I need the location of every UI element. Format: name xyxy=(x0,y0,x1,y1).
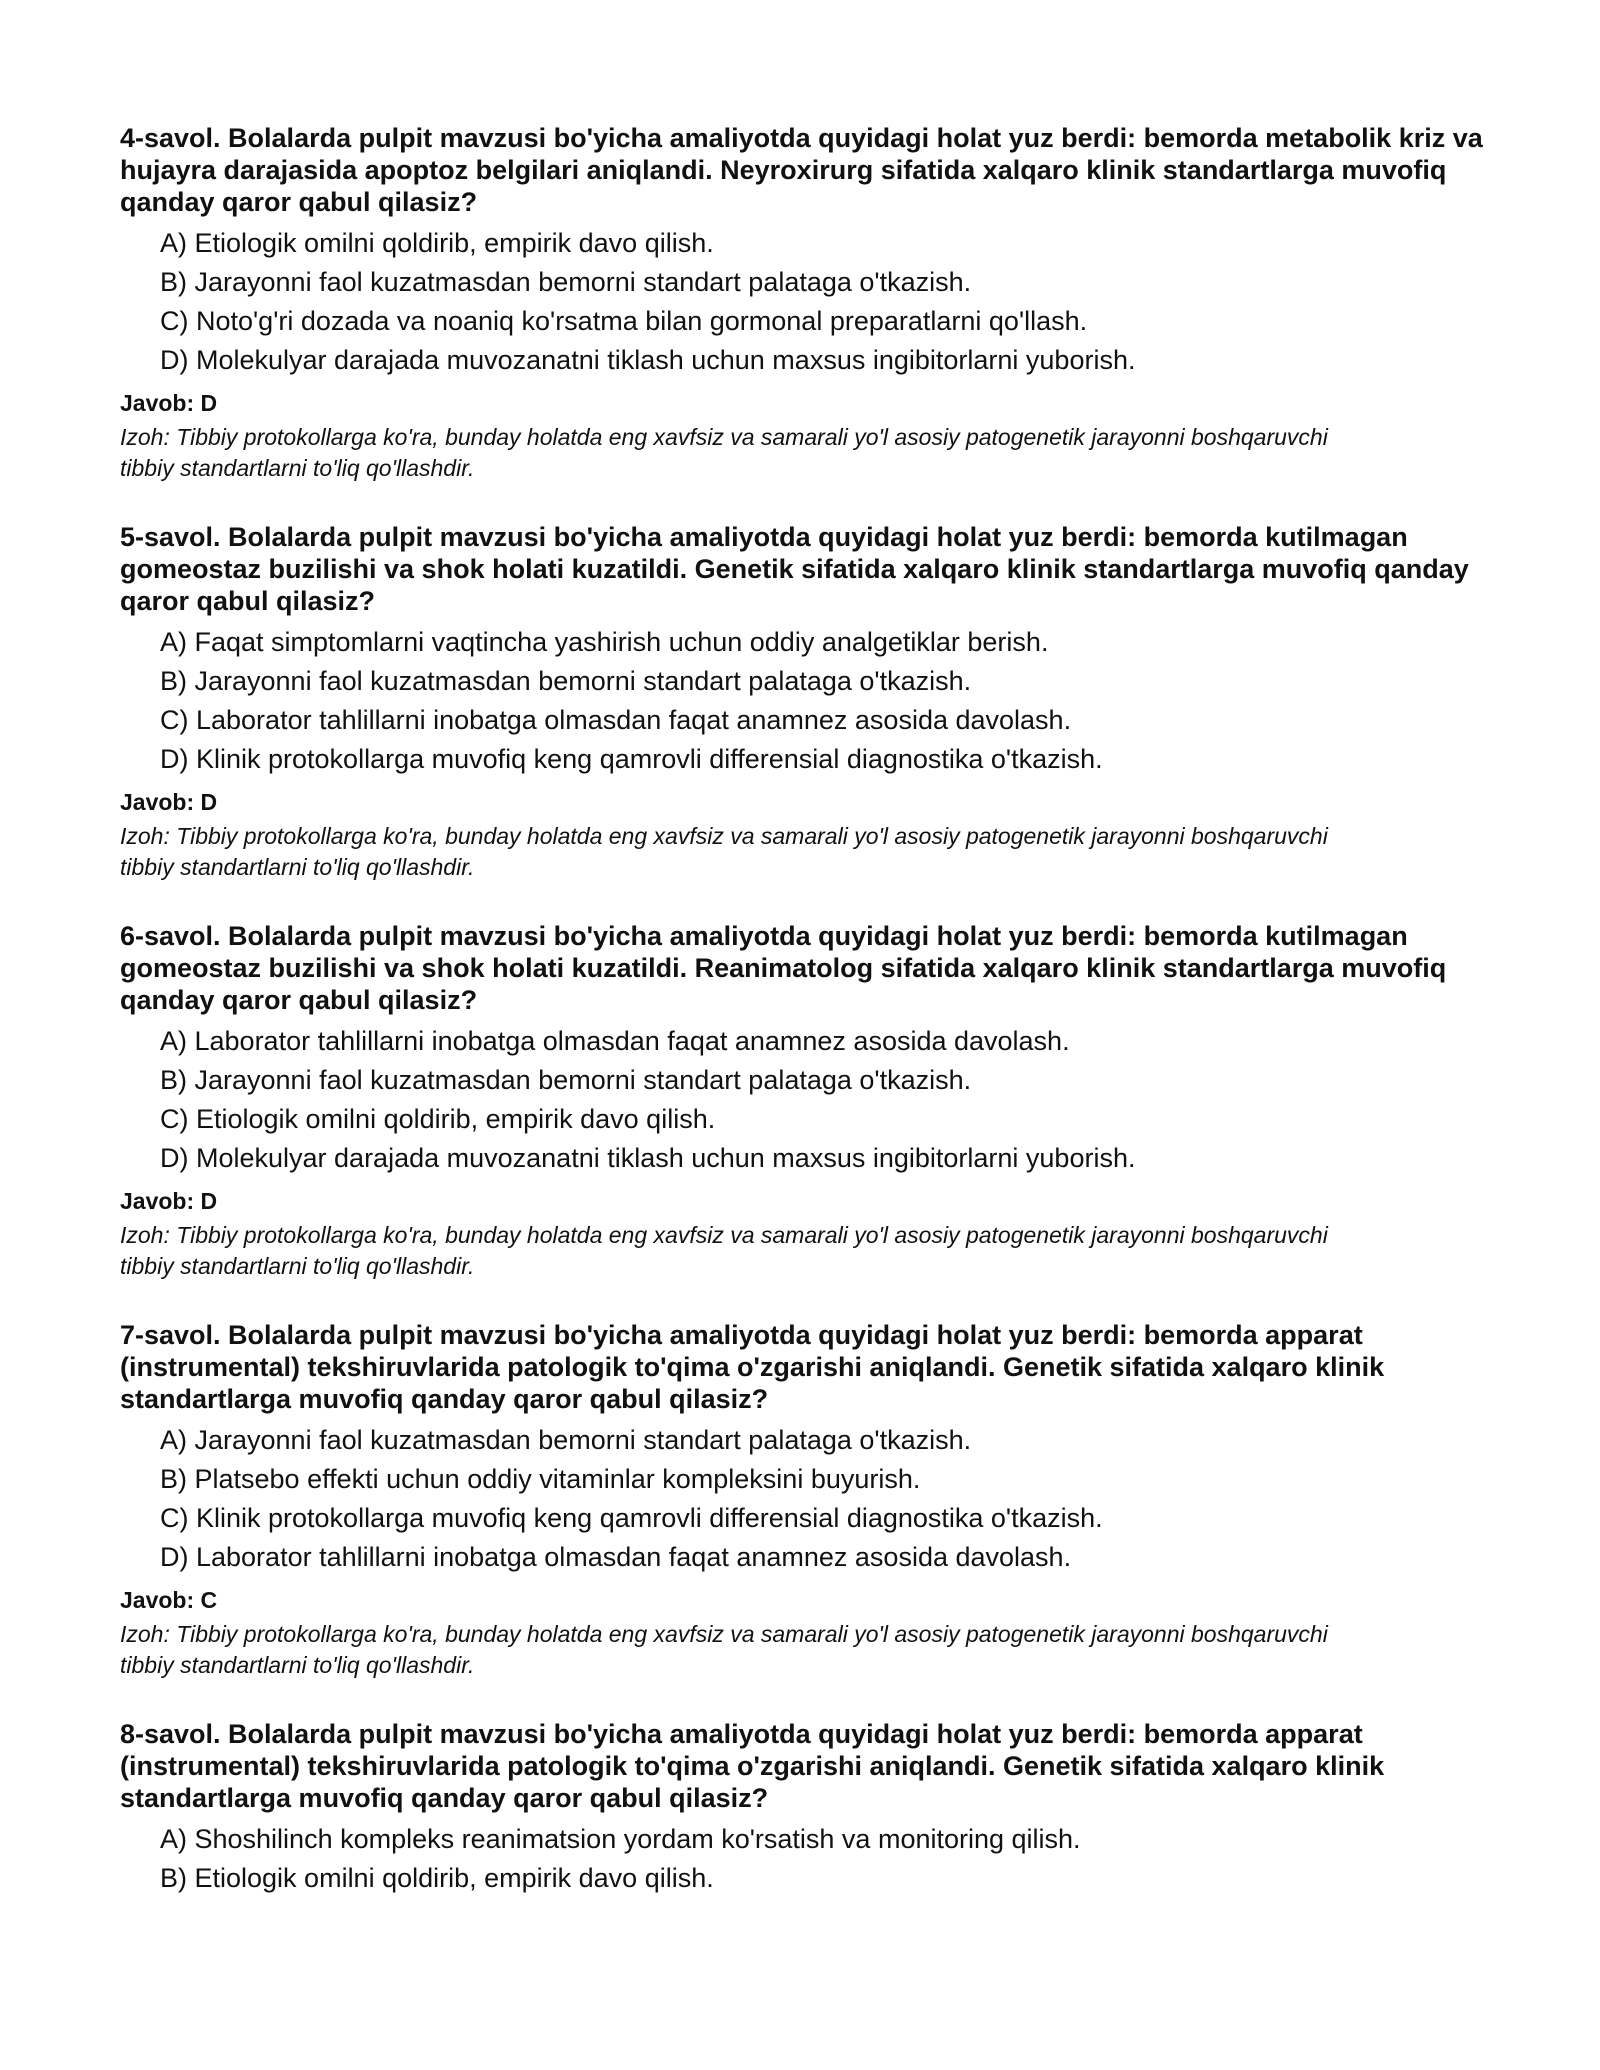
option-b: B) Platsebo effekti uchun oddiy vitaminlar kompleksini buyurish. xyxy=(160,1464,921,1494)
question-4 xyxy=(120,122,1500,484)
question-7 xyxy=(120,1319,1500,1681)
answer-options xyxy=(120,1820,1500,1898)
question-6 xyxy=(120,920,1500,1282)
answer-key: Javob: D xyxy=(120,390,218,416)
option-a: A) Faqat simptomlarni vaqtincha yashirish uchun oddiy analgetiklar berish. xyxy=(160,627,1049,657)
answer-key: Javob: C xyxy=(120,1587,218,1613)
option-c: C) Etiologik omilni qoldirib, empirik davo qilish. xyxy=(160,1104,716,1134)
option-c: C) Klinik protokollarga muvofiq keng qamrovli differensial diagnostika o'tkazish. xyxy=(160,1503,1103,1533)
option-b: B) Etiologik omilni qoldirib, empirik davo qilish. xyxy=(160,1863,714,1893)
option-a: A) Jarayonni faol kuzatmasdan bemorni standart palataga o'tkazish. xyxy=(160,1425,972,1455)
question-title: 4-savol. Bolalarda pulpit mavzusi bo'yicha amaliyotda quyidagi holat yuz berdi: bemorda metabolik kriz va hujayra darajasida apoptoz belgilari aniqlandi. Neyroxirurg sifatida xalqaro klinik standartlarga muvofiq qanday qaror qabul qilasiz? xyxy=(120,123,1483,217)
question-title: 5-savol. Bolalarda pulpit mavzusi bo'yicha amaliyotda quyidagi holat yuz berdi: bemorda kutilmagan gomeostaz buzilishi va shok holati kuzatildi. Genetik sifatida xalqaro klinik standartlarga muvofiq qanday qaror qabul qilasiz? xyxy=(120,522,1469,616)
option-d: D) Molekulyar darajada muvozanatni tiklash uchun maxsus ingibitorlarni yuborish. xyxy=(160,1143,1136,1173)
answer-options xyxy=(120,224,1500,380)
option-d: D) Laborator tahlillarni inobatga olmasdan faqat anamnez asosida davolash. xyxy=(160,1542,1072,1572)
option-c: C) Noto'g'ri dozada va noaniq ko'rsatma bilan gormonal preparatlarni qo'llash. xyxy=(160,306,1088,336)
option-b: B) Jarayonni faol kuzatmasdan bemorni standart palataga o'tkazish. xyxy=(160,666,972,696)
option-a: A) Etiologik omilni qoldirib, empirik davo qilish. xyxy=(160,228,714,258)
question-8 xyxy=(120,1718,1500,1898)
option-d: D) Molekulyar darajada muvozanatni tiklash uchun maxsus ingibitorlarni yuborish. xyxy=(160,345,1136,375)
option-b: B) Jarayonni faol kuzatmasdan bemorni standart palataga o'tkazish. xyxy=(160,1065,972,1095)
question-title: 6-savol. Bolalarda pulpit mavzusi bo'yicha amaliyotda quyidagi holat yuz berdi: bemorda kutilmagan gomeostaz buzilishi va shok holati kuzatildi. Reanimatolog sifatida xalqaro klinik standartlarga muvofiq qanday qaror qabul qilasiz? xyxy=(120,921,1447,1015)
option-a: A) Laborator tahlillarni inobatga olmasdan faqat anamnez asosida davolash. xyxy=(160,1026,1070,1056)
explanation-note: Izoh: Tibbiy protokollarga ko'ra, bunday holatda eng xavfsiz va samarali yo'l asosiy patogenetik jarayonni boshqaruvchi tibbiy standartlarni to'liq qo'llashdir. xyxy=(120,1222,1328,1279)
answer-options xyxy=(120,623,1500,779)
option-c: C) Laborator tahlillarni inobatga olmasdan faqat anamnez asosida davolash. xyxy=(160,705,1072,735)
explanation-note: Izoh: Tibbiy protokollarga ko'ra, bunday holatda eng xavfsiz va samarali yo'l asosiy patogenetik jarayonni boshqaruvchi tibbiy standartlarni to'liq qo'llashdir. xyxy=(120,1621,1328,1678)
option-b: B) Jarayonni faol kuzatmasdan bemorni standart palataga o'tkazish. xyxy=(160,267,972,297)
explanation-note: Izoh: Tibbiy protokollarga ko'ra, bunday holatda eng xavfsiz va samarali yo'l asosiy patogenetik jarayonni boshqaruvchi tibbiy standartlarni to'liq qo'llashdir. xyxy=(120,424,1328,481)
option-d: D) Klinik protokollarga muvofiq keng qamrovli differensial diagnostika o'tkazish. xyxy=(160,744,1103,774)
explanation-note: Izoh: Tibbiy protokollarga ko'ra, bunday holatda eng xavfsiz va samarali yo'l asosiy patogenetik jarayonni boshqaruvchi tibbiy standartlarni to'liq qo'llashdir. xyxy=(120,823,1328,880)
answer-key: Javob: D xyxy=(120,789,218,815)
answer-options xyxy=(120,1022,1500,1178)
question-title: 8-savol. Bolalarda pulpit mavzusi bo'yicha amaliyotda quyidagi holat yuz berdi: bemorda apparat (instrumental) tekshiruvlarida patologik to'qima o'zgarishi aniqlandi. Genetik sifatida xalqaro klinik standartlarga muvofiq qanday qaror qabul qilasiz? xyxy=(120,1719,1385,1813)
question-5 xyxy=(120,521,1500,883)
document-page xyxy=(120,122,1500,1935)
answer-key: Javob: D xyxy=(120,1188,218,1214)
question-title: 7-savol. Bolalarda pulpit mavzusi bo'yicha amaliyotda quyidagi holat yuz berdi: bemorda apparat (instrumental) tekshiruvlarida patologik to'qima o'zgarishi aniqlandi. Genetik sifatida xalqaro klinik standartlarga muvofiq qanday qaror qabul qilasiz? xyxy=(120,1320,1385,1414)
answer-options xyxy=(120,1421,1500,1577)
option-a: A) Shoshilinch kompleks reanimatsion yordam ko'rsatish va monitoring qilish. xyxy=(160,1824,1081,1854)
